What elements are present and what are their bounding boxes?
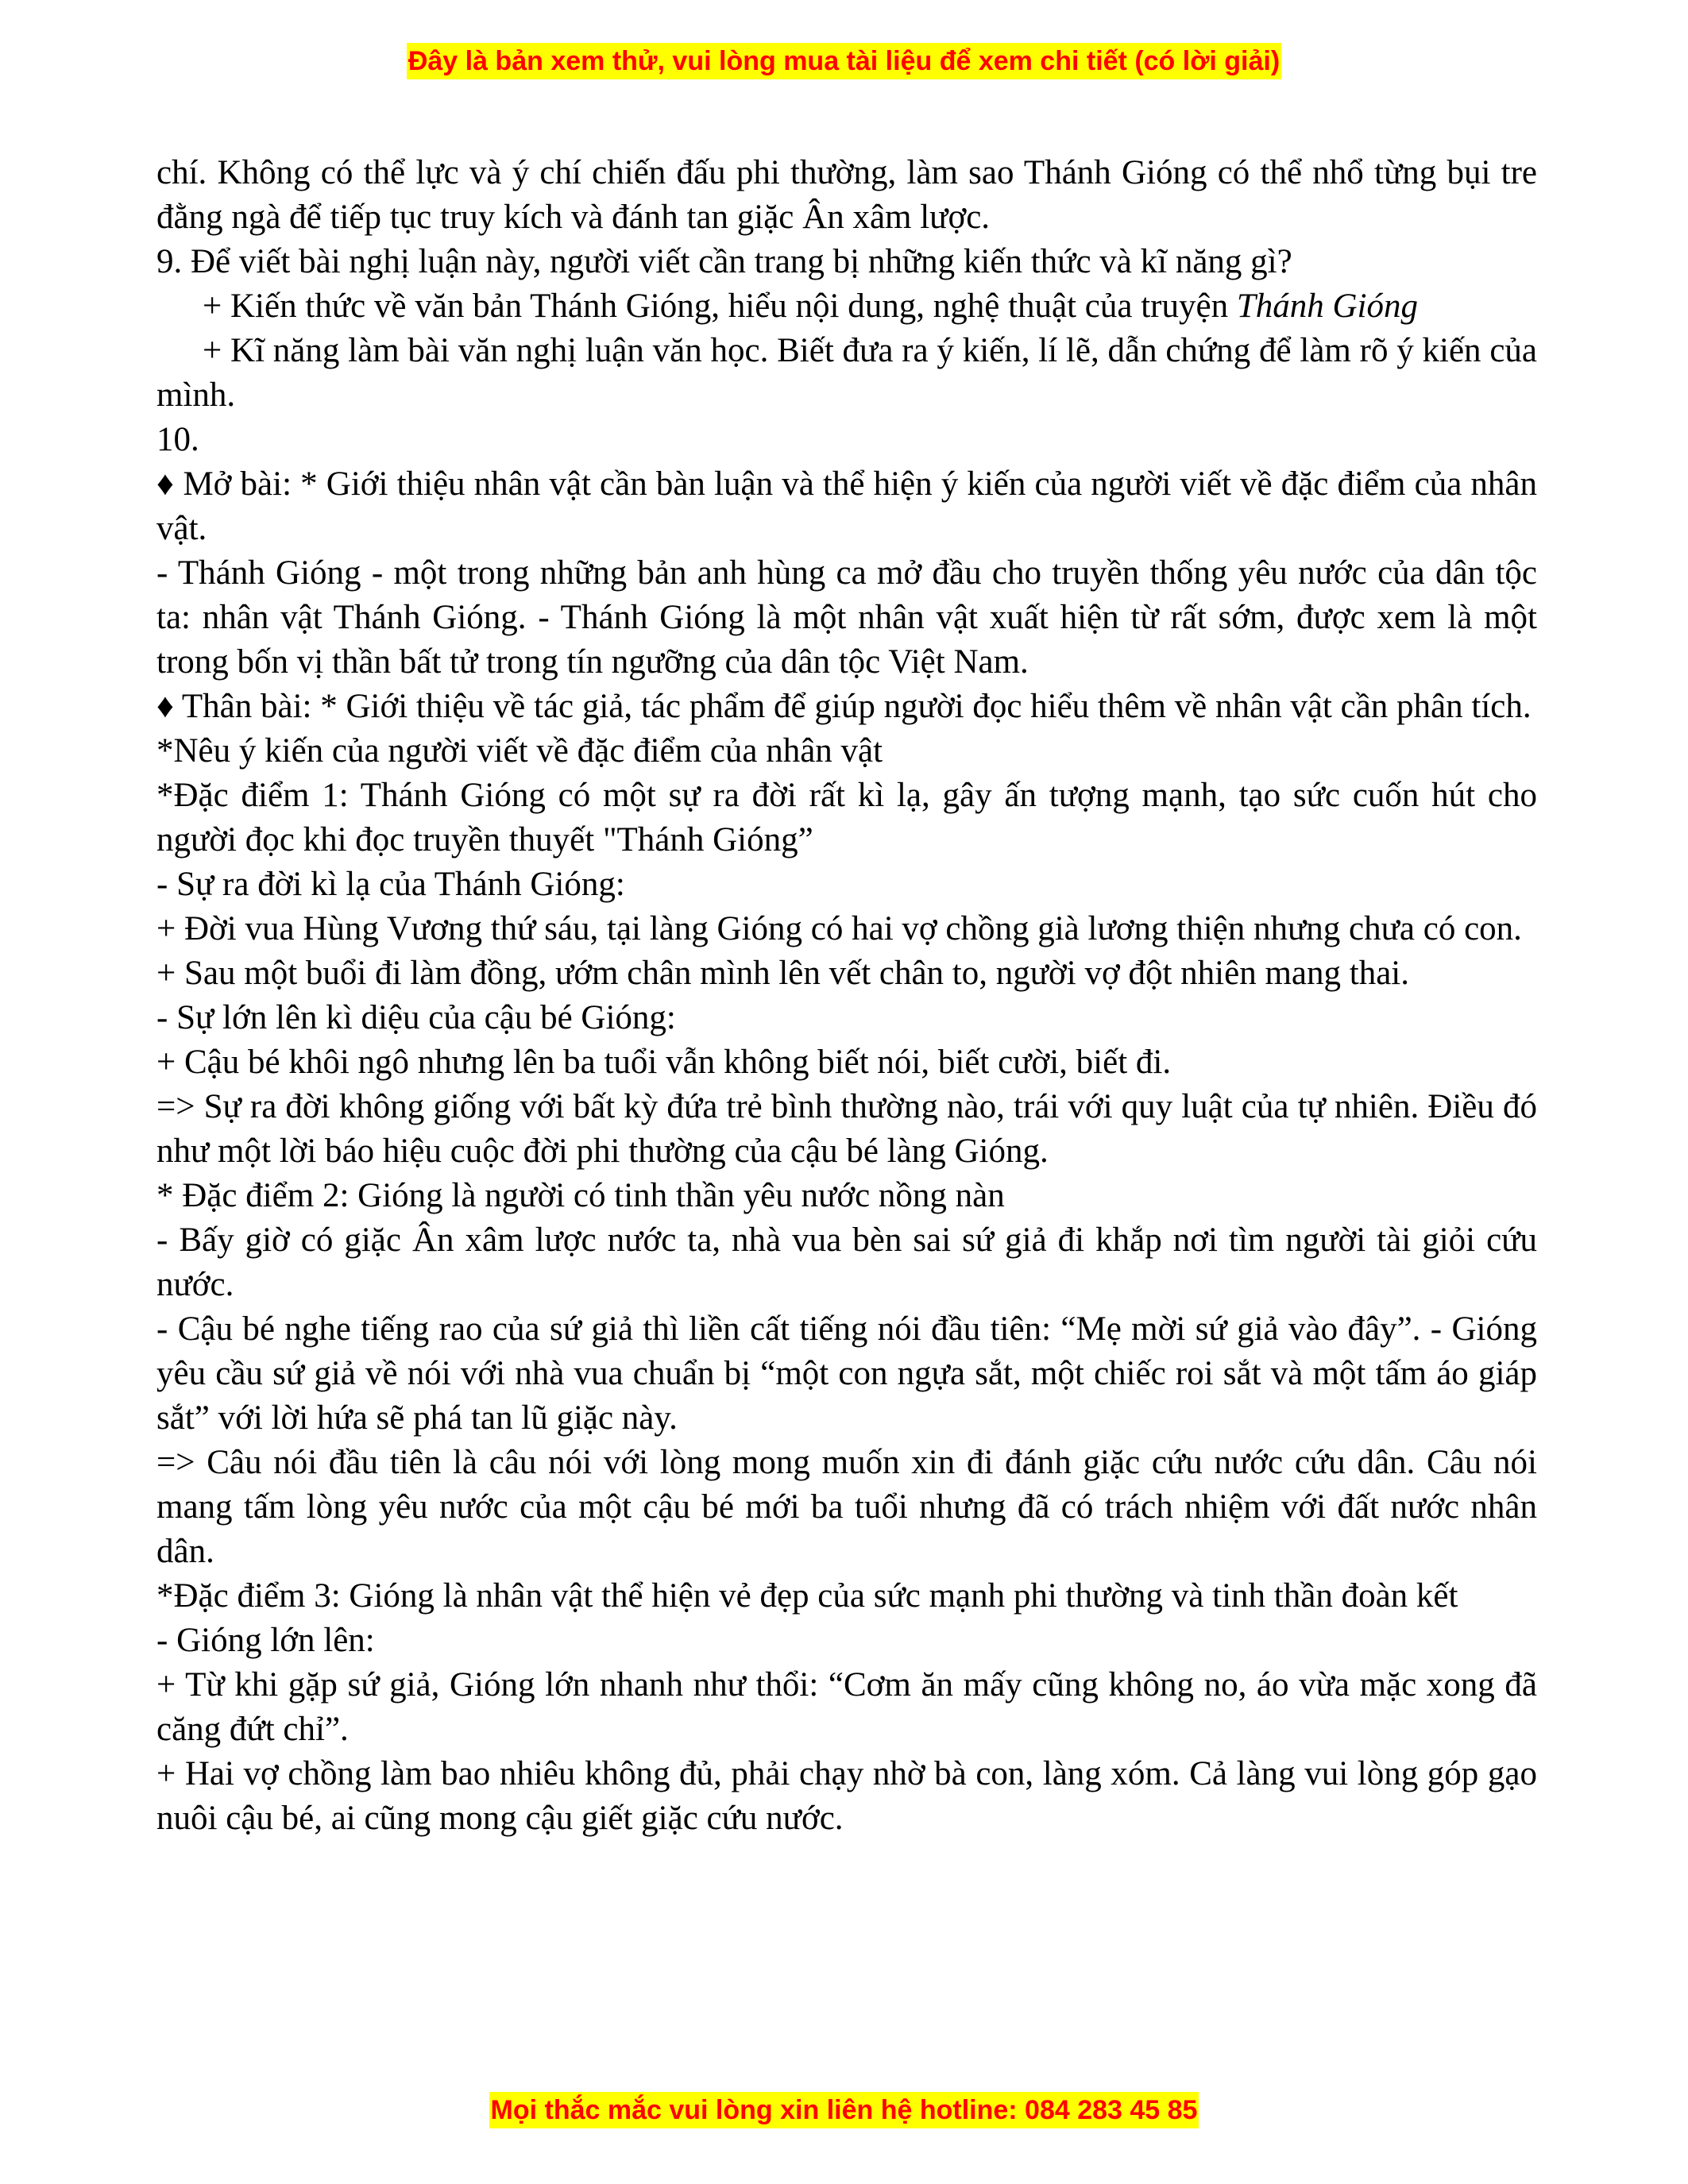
question-9: 9. Để viết bài nghị luận này, người viết cần trang bị những kiến thức và kĩ năng gì? <box>156 243 1292 280</box>
preview-notice-text: Đây là bản xem thử, vui lòng mua tài liệu để xem chi tiết (có lời giải) <box>407 43 1281 79</box>
su-lon-len-1: + Cậu bé khôi ngô nhưng lên ba tuổi vẫn không biết nói, biết cười, biết đi. <box>156 1044 1172 1081</box>
lon-nhanh: + Từ khi gặp sứ giả, Gióng lớn nhanh như thổi: “Cơm ăn mấy cũng không no, áo vừa mặc xong đã căng đứt chỉ”. <box>156 1666 1537 1748</box>
giac-an: - Bấy giờ có giặc Ân xâm lược nước ta, nhà vua bèn sai sứ giả đi khắp nơi tìm người tài giỏi cứu nước. <box>156 1221 1537 1303</box>
dac-diem-2: * Đặc điểm 2: Gióng là người có tinh thần yêu nước nồng nàn <box>156 1177 1005 1214</box>
question-10: 10. <box>156 421 199 458</box>
su-ra-doi: - Sự ra đời kì lạ của Thánh Gióng: <box>156 866 625 903</box>
ket-luan-1: => Sự ra đời không giống với bất kỳ đứa trẻ bình thường nào, trái với quy luật của tự nhiên. Điều đó như một lời báo hiệu cuộc đời phi thường của cậu bé làng Gióng. <box>156 1088 1537 1170</box>
su-ra-doi-1: + Đời vua Hùng Vương thứ sáu, tại làng Gióng có hai vợ chồng già lương thiện nhưng chưa có con. <box>156 910 1522 947</box>
giong-lon-len: - Gióng lớn lên: <box>156 1622 375 1659</box>
paragraph-chi: chí. Không có thể lực và ý chí chiến đấu phi thường, làm sao Thánh Gióng có thể nhổ từng bụi tre đằng ngà để tiếp tục truy kích và đánh tan giặc Ân xâm lược. <box>156 154 1537 236</box>
ket-luan-2: => Câu nói đầu tiên là câu nói với lòng mong muốn xin đi đánh giặc cứu nước cứu dân. Câu nói mang tấm lòng yêu nước của một cậu bé mới ba tuổi nhưng đã có trách nhiệm với đất nước nhân dân. <box>156 1444 1537 1570</box>
mo-bai: ♦ Mở bài: * Giới thiệu nhân vật cần bàn luận và thể hiện ý kiến của người viết về đặc điểm của nhân vật. <box>156 465 1537 547</box>
hotline-banner <box>0 2097 1688 2124</box>
story-title-italic: Thánh Gióng <box>1236 287 1418 325</box>
question-9-knowledge-text: + Kiến thức về văn bản Thánh Gióng, hiểu nội dung, nghệ thuật của truyện <box>203 287 1237 325</box>
su-lon-len: - Sự lớn lên kì diệu của cậu bé Gióng: <box>156 999 676 1036</box>
document-body <box>156 151 1537 1841</box>
gop-gao: + Hai vợ chồng làm bao nhiêu không đủ, phải chạy nhờ bà con, làng xóm. Cả làng vui lòng góp gạo nuôi cậu bé, ai cũng mong cậu giết giặc cứu nước. <box>156 1755 1537 1837</box>
dac-diem-3: *Đặc điểm 3: Gióng là nhân vật thể hiện vẻ đẹp của sức mạnh phi thường và tinh thần đoàn kết <box>156 1577 1458 1615</box>
than-bai: ♦ Thân bài: * Giới thiệu về tác giả, tác phẩm để giúp người đọc hiểu thêm về nhân vật cần phân tích. <box>156 688 1532 725</box>
paragraph-gioi-thieu: - Thánh Gióng - một trong những bản anh hùng ca mở đầu cho truyền thống yêu nước của dân tộc ta: nhân vật Thánh Gióng. - Thánh Gióng là một nhân vật xuất hiện từ rất sớm, được xem là một trong bốn vị thần bất tử trong tín ngưỡng của dân tộc Việt Nam. <box>156 554 1537 681</box>
question-9-knowledge <box>156 284 1537 329</box>
neu-y-kien: *Nêu ý kiến của người viết về đặc điểm của nhân vật <box>156 732 883 770</box>
su-ra-doi-2: + Sau một buổi đi làm đồng, ướm chân mình lên vết chân to, người vợ đột nhiên mang thai. <box>156 955 1409 992</box>
dac-diem-1: *Đặc điểm 1: Thánh Gióng có một sự ra đời rất kì lạ, gây ấn tượng mạnh, tạo sức cuốn hút cho người đọc khi đọc truyền thuyết "Thánh Gióng” <box>156 777 1537 859</box>
tieng-noi-dau-tien: - Cậu bé nghe tiếng rao của sứ giả thì liền cất tiếng nói đầu tiên: “Mẹ mời sứ giả vào đây”. - Gióng yêu cầu sứ giả về nói với nhà vua chuẩn bị “một con ngựa sắt, một chiếc roi sắt và một tấm áo giáp sắt” với lời hứa sẽ phá tan lũ giặc này. <box>156 1310 1537 1437</box>
question-9-skill: + Kĩ năng làm bài văn nghị luận văn học. Biết đưa ra ý kiến, lí lẽ, dẫn chứng để làm rõ ý kiến của mình. <box>156 332 1537 414</box>
hotline-text: Mọi thắc mắc vui lòng xin liên hệ hotline: 084 283 45 85 <box>489 2092 1199 2128</box>
preview-notice-banner <box>0 48 1688 75</box>
